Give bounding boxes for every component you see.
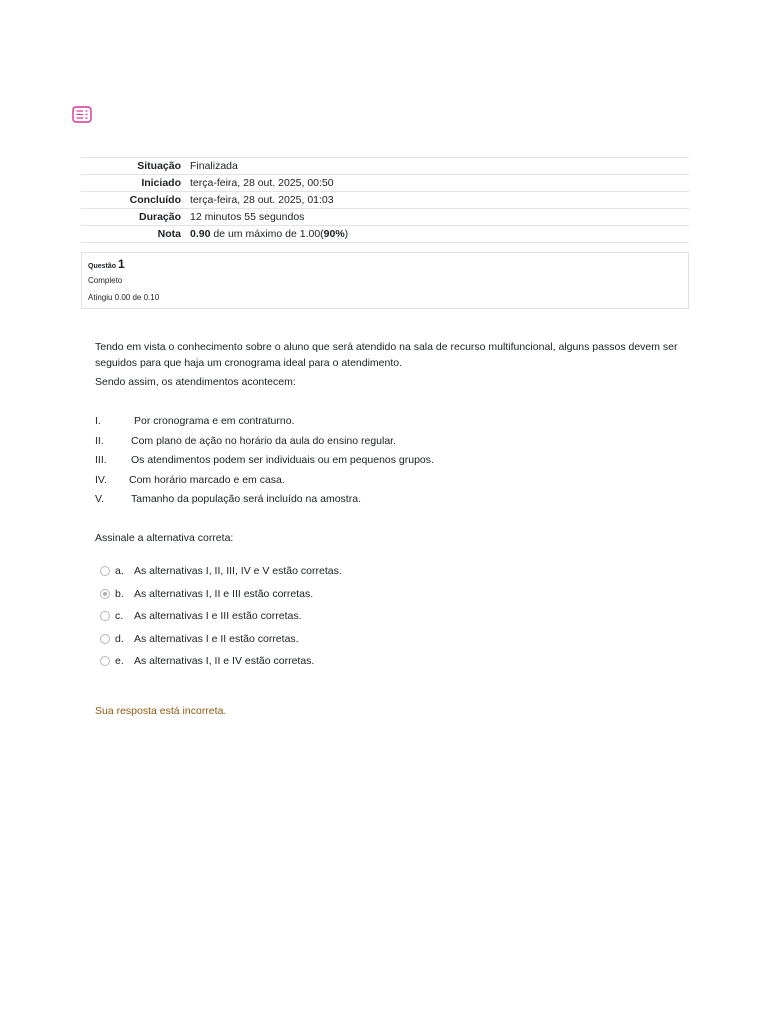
answer-feedback: Sua resposta está incorreta. [95,705,227,717]
radio-button-selected[interactable] [100,589,110,599]
question-intro: Tendo em vista o conhecimento sobre o aluno que será atendido na sala de recurso multifuncional, alguns passos devem ser seguidos para que haja um cronograma ideal para o atendimento. [95,341,678,369]
question-mark: Atingiu 0.00 de 0.10 [88,293,160,302]
summary-label: Iniciado [81,175,189,192]
statement-text: Por cronograma e em contraturno. [134,415,295,427]
summary-value: terça-feira, 28 out. 2025, 00:50 [189,175,689,192]
question-prompt: Assinale a alternativa correta: [95,532,234,544]
statement-item [95,434,685,454]
summary-row-duracao [81,209,689,226]
summary-row-iniciado [81,175,689,192]
statement-roman: V. [95,493,104,505]
question-state: Completo [88,276,123,285]
option-letter: d. [115,632,124,645]
summary-row-nota [81,226,689,243]
option-letter: c. [115,610,124,622]
summary-value: terça-feira, 28 out. 2025, 01:03 [189,192,689,209]
option-text: As alternativas I e III estão corretas. [134,610,302,622]
statement-text: Os atendimentos podem ser individuais ou em pequenos grupos. [131,454,434,466]
option-text: As alternativas I e II estão corretas. [134,632,299,645]
summary-value: 12 minutos 55 segundos [189,209,689,226]
summary-label: Concluído [81,192,189,209]
quiz-list-icon [72,106,92,123]
option-text: As alternativas I, II e IV estão corretas. [134,655,315,667]
option-text: As alternativas I, II e III estão corretas. [134,587,314,600]
grade-text-mid: de um máximo de 1.00( [210,228,324,240]
statement-roman: I. [95,415,101,427]
summary-value: Finalizada [189,158,689,175]
statement-roman: III. [95,454,107,466]
statement-roman: II. [95,434,104,447]
question-number [88,257,125,271]
grade-label: Nota [81,226,189,243]
radio-button[interactable] [100,611,110,621]
statement-item [95,414,685,434]
statement-item [95,492,685,512]
radio-button[interactable] [100,566,110,576]
option-text: As alternativas I, II, III, IV e V estão corretas. [134,565,342,577]
statement-list [95,414,685,512]
attempt-summary-table [81,157,689,243]
summary-row-concluido [81,192,689,209]
grade-value [189,226,689,243]
summary-row-situacao [81,158,689,175]
question-text [95,339,685,390]
radio-button[interactable] [100,656,110,666]
grade-score: 0.90 [190,228,211,240]
question-intro-2: Sendo assim, os atendimentos acontecem: [95,376,296,388]
option-letter: e. [115,655,124,667]
statement-text: Com horário marcado e em casa. [129,473,285,486]
statement-item [95,473,685,493]
radio-button[interactable] [100,634,110,644]
statement-text: Tamanho da população será incluído na amostra. [131,493,361,505]
statement-text: Com plano de ação no horário da aula do ensino regular. [131,434,397,447]
grade-text-end: ) [344,228,349,240]
statement-item [95,453,685,473]
question-label: Questão [88,263,117,270]
statement-roman: IV. [95,473,107,486]
question-info-box [81,252,689,309]
question-number-value: 1 [118,257,125,271]
option-letter: b. [115,587,124,600]
summary-label: Situação [81,158,189,175]
grade-percent: 90% [323,228,345,240]
option-letter: a. [115,565,124,577]
summary-label: Duração [81,209,189,226]
